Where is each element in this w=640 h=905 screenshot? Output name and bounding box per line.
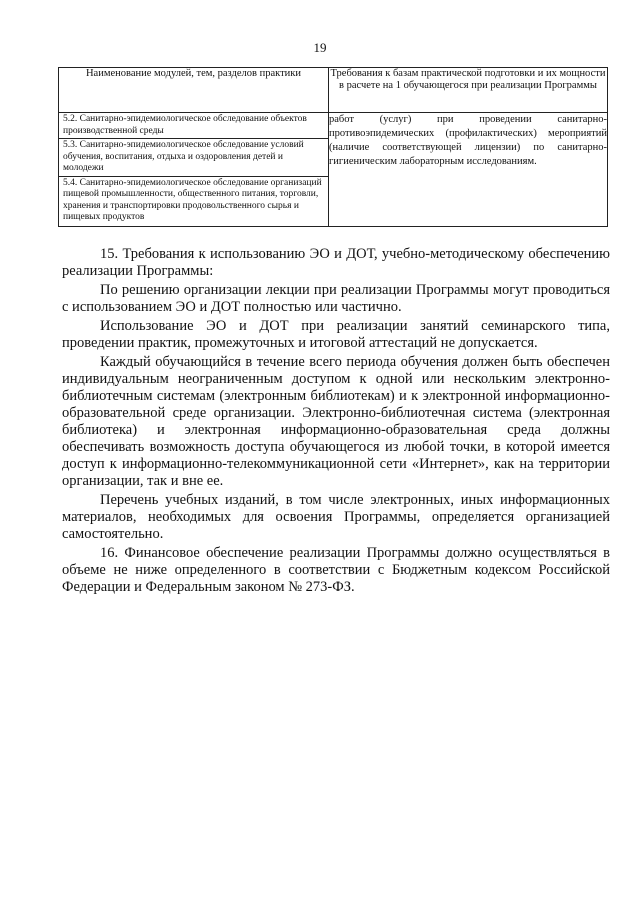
- table-row: [59, 113, 608, 227]
- paragraph-publications: Перечень учебных изданий, в том числе электронных, иных информационных материалов, необходимых для освоения Программы, определяется организацией самостоятельно.: [62, 492, 610, 542]
- header-modules: Наименование модулей, тем, разделов практики: [59, 68, 329, 113]
- paragraph-library-access: Каждый обучающийся в течение всего периода обучения должен быть обеспечен индивидуальным неограниченным доступом к одной или нескольким электронно-библиотечным системам (электронным библиотекам) и к электронной информационно-образовательной среде организации. Электронно-библиотечная система (электронная библиотека) и электронная информационно-образовательная среда должны обеспечивать возможность доступа обучающегося из любой точки, в которой имеется доступ к информационно-телекоммуникационной сети «Интернет», как на территории организации, так и вне ее.: [62, 354, 610, 489]
- modules-cell: [59, 113, 329, 227]
- paragraph-lectures: По решению организации лекции при реализации Программы могут проводиться с использованием ЭО и ДОТ полностью или частично.: [62, 282, 610, 315]
- practice-bases-table: [58, 67, 608, 227]
- module-5-4: 5.4. Санитарно-эпидемиологическое обследование организаций пищевой промышленности, общественного питания, торговли, хранения и транспортировки продовольственного сырья и пищевых продуктов: [63, 177, 322, 222]
- page-number: 19: [313, 40, 327, 55]
- module-5-2: 5.2. Санитарно-эпидемиологическое обследование объектов производственной среды: [59, 113, 328, 139]
- paragraph-15-heading: 15. Требования к использованию ЭО и ДОТ, учебно-методическому обеспечению реализации Программы:: [62, 246, 610, 279]
- paragraph-16-financing: 16. Финансовое обеспечение реализации Программы должно осуществляться в объеме не ниже определенного в соответствии с Бюджетным кодексом Российской Федерации и Федеральным законом № 273-ФЗ.: [62, 545, 610, 595]
- paragraph-seminars: Использование ЭО и ДОТ при реализации занятий семинарского типа, проведении практик, промежуточных и итоговой аттестаций не допускается.: [62, 318, 610, 351]
- requirements-cell: работ (услуг) при проведении санитарно-противоэпидемических (профилактических) мероприятий (наличие соответствующей лицензии) по санитарно-гигиеническим лабораторным исследованиям.: [329, 113, 608, 227]
- header-requirements: Требования к базам практической подготовки и их мощности в расчете на 1 обучающегося при реализации Программы: [329, 68, 608, 113]
- table-header-row: [59, 68, 608, 113]
- document-body: [62, 246, 610, 598]
- module-5-3: 5.3. Санитарно-эпидемиологическое обследование условий обучения, воспитания, отдыха и оздоровления детей и молодежи: [59, 139, 328, 177]
